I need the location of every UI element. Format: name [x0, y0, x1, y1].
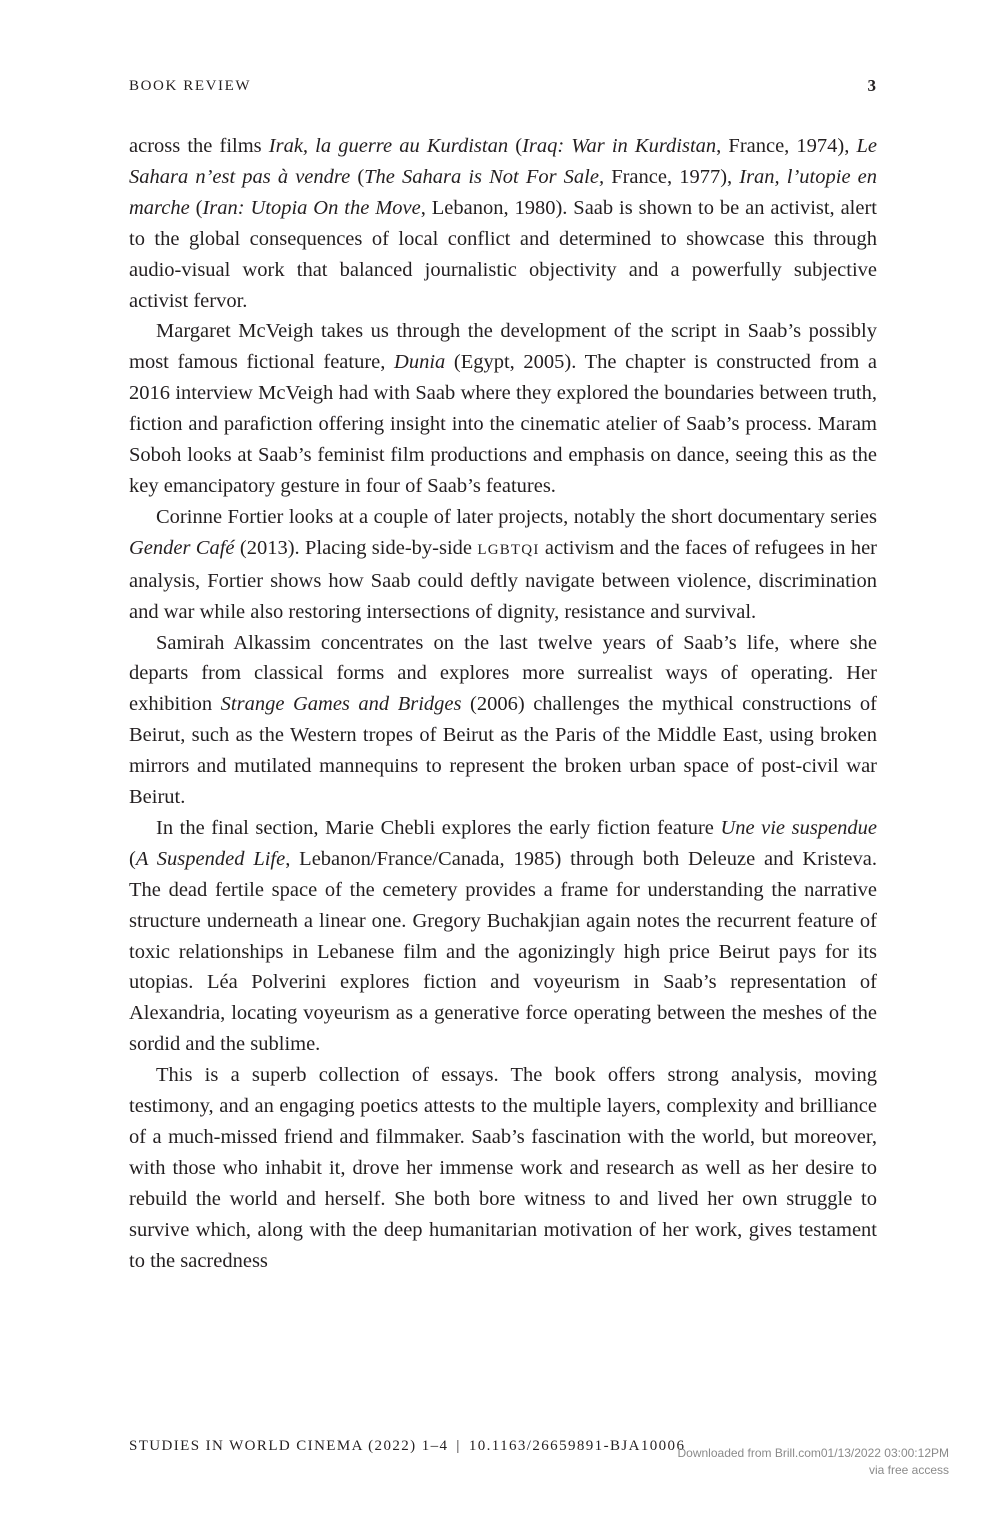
page-number: 3 [867, 76, 876, 95]
footer-separator: | [456, 1438, 461, 1454]
paragraph: In the final section, Marie Chebli explores the early fiction feature Une vie suspendue (A Suspended Life, Lebanon/France/Canada, 1985) through both Deleuze and Kristeva. The dead fertile space of the cemetery provides a frame for understanding the narrative structure underneath a linear one. Gregory Buchakjian again notes the recurrent feature of toxic relationships in Lebanese film and the agonizingly high price Beirut pays for its utopias. Léa Polverini explores fiction and voyeurism in Saab’s representation of Alexandria, locating voyeurism as a generative force operating between the meshes of the sordid and the sublime. [129, 816, 878, 1056]
film-title-english: Iran: Utopia On the Move [202, 196, 421, 219]
film-title: Le Sahara n’est pas à vendre [129, 135, 877, 188]
acronym: LGBTQI [477, 541, 540, 558]
paragraph: Margaret McVeigh takes us through the development of the script in Saab’s possibly most famous fictional feature, Dunia (Egypt, 2005). The chapter is constructed from a 2016 interview McVeigh had with Saab where they explored the boundaries between truth, fiction and parafiction offering insight into the cinematic atelier of Saab’s process. Maram Soboh looks at Saab’s feminist film productions and emphasis on dance, seeing this as the key emancipatory gesture in four of Saab’s features. [129, 320, 877, 497]
doi[interactable]: 10.1163/26659891-BJA10006 [468, 1438, 686, 1454]
series-title: Gender Café [129, 536, 235, 559]
download-line: Downloaded from Brill.com01/13/2022 03:00:12PM [677, 1446, 949, 1460]
exhibition-title: Strange Games and Bridges [220, 693, 462, 716]
film-title-english: Iraq: War in Kurdistan [522, 135, 717, 157]
journal-citation: STUDIES IN WORLD CINEMA (2022) 1–4 [129, 1438, 449, 1454]
film-title: Irak, la guerre au Kurdistan [268, 135, 509, 157]
article-body [129, 131, 877, 1277]
paragraph: Samirah Alkassim concentrates on the last twelve years of Saab’s life, where she departs from classical forms and explores more surrealist ways of operating. Her exhibition Strange Games and Bridges (2006) challenges the mythical constructions of Beirut, such as the Western tropes of Beirut as the Paris of the Middle East, using broken mirrors and mutilated mannequins to represent the broken urban space of post-civil war Beirut. [129, 631, 878, 809]
film-title-english: A Suspended Life [135, 847, 286, 870]
film-title-english: The Sahara is Not For Sale, [364, 165, 605, 188]
film-title: Iran, l’utopie en marche [129, 165, 877, 219]
paragraph: across the films Irak, la guerre au Kurdistan (Iraq: War in Kurdistan, France, 1974), Le Sahara n’est pas à vendre (The Sahara is Not For Sale, France, 1977), Iran, l’utopie en marche (Iran: Utopia On the Move, Lebanon, 1980). Saab is shown to be an activist, alert to the global consequences of local conflict and determined to showcase this through audio-visual work that balanced journalistic objectivity and a powerfully subjective activist fervor. [129, 135, 877, 312]
running-head: BOOK REVIEW [129, 78, 252, 94]
film-title: Dunia [394, 351, 446, 374]
footer-citation [129, 1438, 685, 1455]
download-watermark [678, 1445, 950, 1479]
paragraph: Corinne Fortier looks at a couple of later projects, notably the short documentary series Gender Café (2013). Placing side-by-side LGBTQI activism and the faces of refugees in her analysis, Fortier shows how Saab could deftly navigate between violence, discrimination and war while also restoring intersections of dignity, resistance and survival. [129, 505, 878, 623]
film-title: Une vie suspendue [720, 816, 877, 839]
access-line: via free access [868, 1463, 949, 1477]
paragraph: This is a superb collection of essays. The book offers strong analysis, moving testimony, and an engaging poetics attests to the multiple layers, complexity and brilliance of a much-missed friend and filmmaker. Saab’s fascination with the world, but moreover, with those who inhabit it, drove her immense work and research as well as her desire to rebuild the world and herself. She both bore witness to and lived her own struggle to survive which, along with the deep humanitarian motivation of her work, gives testament to the sacredness [129, 1064, 877, 1272]
